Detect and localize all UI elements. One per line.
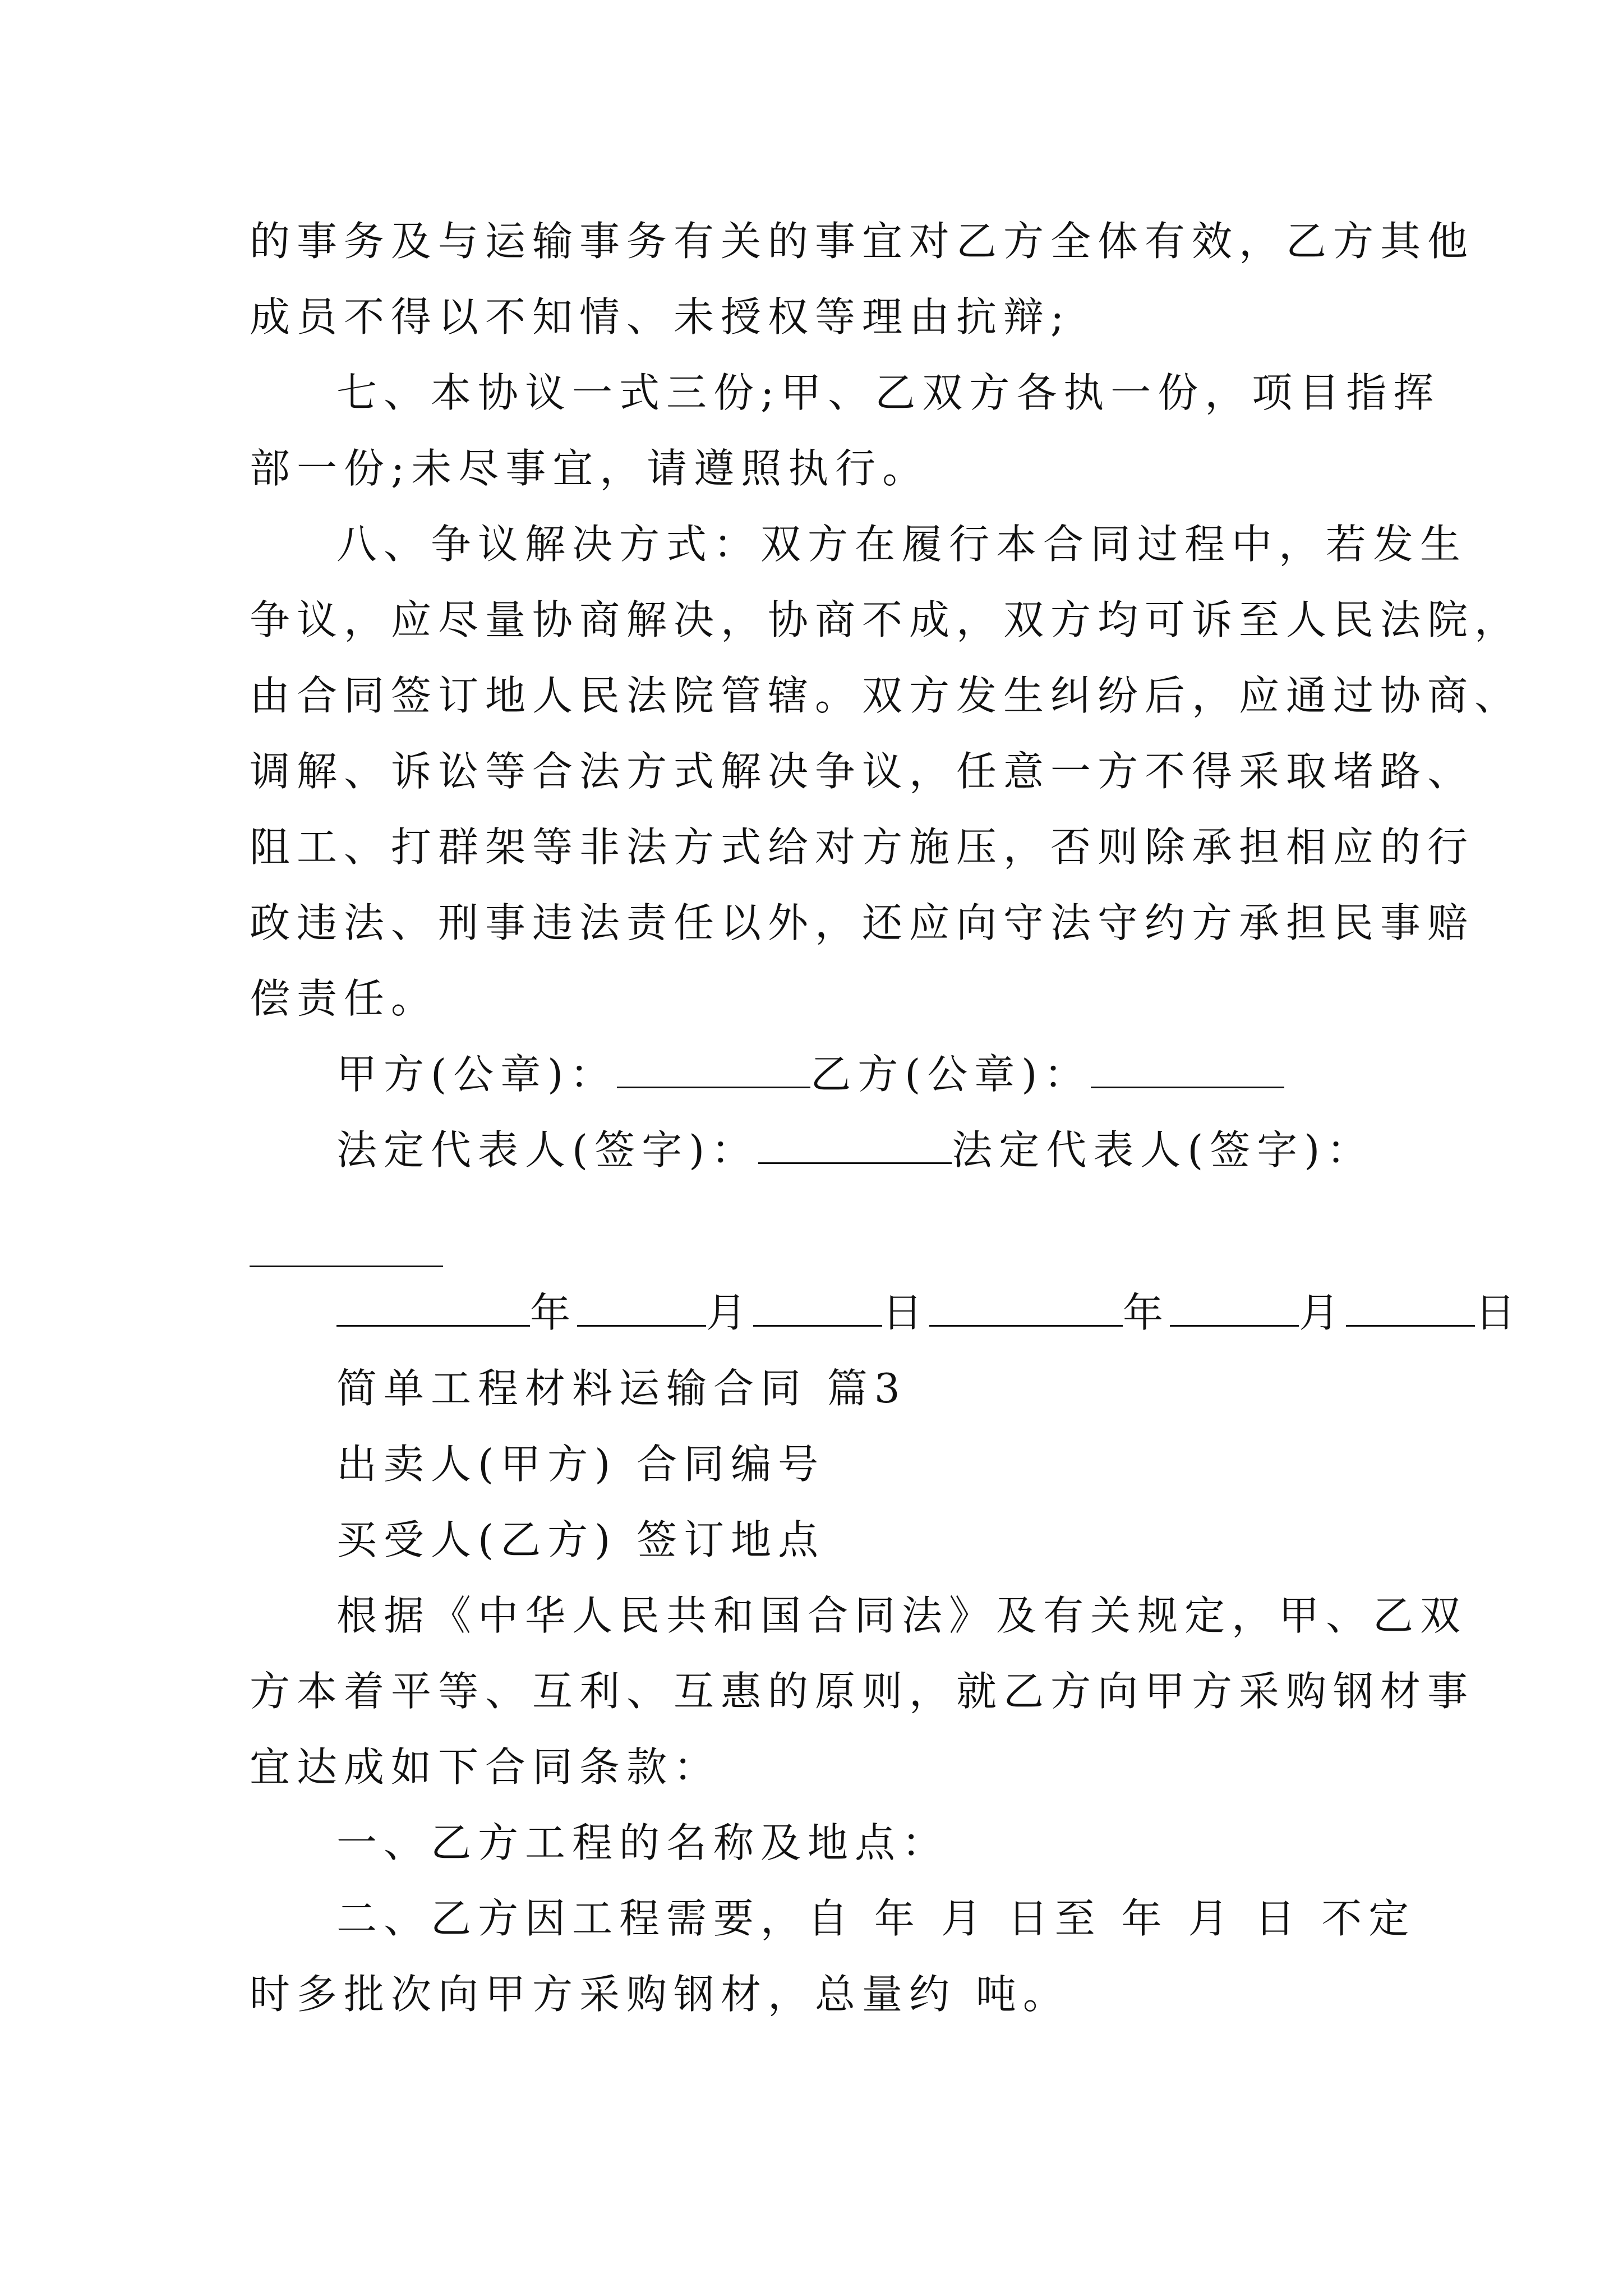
date-row [336, 1285, 1522, 1341]
party-a-rep-blank[interactable] [758, 1123, 952, 1164]
paragraph-line: 阻工、打群架等非法方式给对方施压，否则除承担相应的行 [250, 823, 1475, 871]
party-b-day-blank[interactable] [1346, 1286, 1475, 1327]
party-b-year-blank[interactable] [929, 1286, 1123, 1327]
month-label: 月 [706, 1289, 754, 1336]
year-label: 年 [530, 1289, 578, 1336]
paragraph-line: 八、争议解决方式：双方在履行本合同过程中，若发生 [336, 521, 1468, 568]
month-label: 月 [1299, 1289, 1347, 1336]
seal-row [336, 1046, 1284, 1102]
party-b-month-blank[interactable] [1170, 1286, 1299, 1327]
paragraph-line: 由合同签订地人民法院管辖。双方发生纠纷后，应通过协商、 [250, 672, 1522, 719]
party-a-seal-blank[interactable] [617, 1047, 810, 1088]
paragraph-line: 的事务及与运输事务有关的事宜对乙方全体有效，乙方其他 [250, 218, 1475, 265]
year-label: 年 [1123, 1289, 1170, 1336]
paragraph-line: 宜达成如下合同条款： [250, 1743, 721, 1791]
party-a-seal-label: 甲方(公章)： [336, 1051, 617, 1098]
paragraph-line: 政违法、刑事违法责任以外，还应向守法守约方承担民事赔 [250, 899, 1475, 946]
paragraph-line: 七、本协议一式三份;甲、乙双方各执一份，项目指挥 [336, 369, 1441, 416]
paragraph-line: 成员不得以不知情、未授权等理由抗辩; [250, 293, 1071, 341]
paragraph-line: 调解、诉讼等合法方式解决争议，任意一方不得采取堵路、 [250, 748, 1475, 795]
party-a-year-blank[interactable] [336, 1286, 530, 1327]
clause-line: 一、乙方工程的名称及地点： [336, 1819, 949, 1866]
clause-line: 二、乙方因工程需要，自 年 月 日至 年 月 日 不定 [336, 1895, 1416, 1942]
paragraph-line: 争议，应尽量协商解决，协商不成，双方均可诉至人民法院， [250, 596, 1522, 643]
seller-line: 出卖人(甲方) 合同编号 [336, 1441, 826, 1488]
party-a-month-blank[interactable] [577, 1286, 706, 1327]
party-b-rep-blank[interactable] [250, 1266, 443, 1267]
party-b-seal-blank[interactable] [1091, 1047, 1284, 1088]
representative-row [336, 1122, 1373, 1178]
section-title: 简单工程材料运输合同 篇3 [336, 1365, 907, 1412]
paragraph-line: 方本着平等、互利、互惠的原则，就乙方向甲方采购钢材事 [250, 1668, 1475, 1715]
paragraph-line: 根据《中华人民共和国合同法》及有关规定，甲、乙双 [336, 1592, 1468, 1639]
clause-line: 时多批次向甲方采购钢材，总量约 吨。 [250, 1971, 1070, 2018]
paragraph-line: 偿责任。 [250, 975, 439, 1022]
party-b-seal-label: 乙方(公章)： [810, 1051, 1091, 1098]
buyer-line: 买受人(乙方) 签订地点 [336, 1516, 826, 1563]
party-a-rep-label: 法定代表人(签字)： [336, 1126, 759, 1174]
party-b-rep-label: 法定代表人(签字)： [952, 1126, 1374, 1174]
day-label: 日 [1475, 1289, 1523, 1336]
paragraph-line: 部一份;未尽事宜，请遵照执行。 [250, 445, 930, 492]
party-a-day-blank[interactable] [753, 1286, 882, 1327]
day-label: 日 [882, 1289, 930, 1336]
